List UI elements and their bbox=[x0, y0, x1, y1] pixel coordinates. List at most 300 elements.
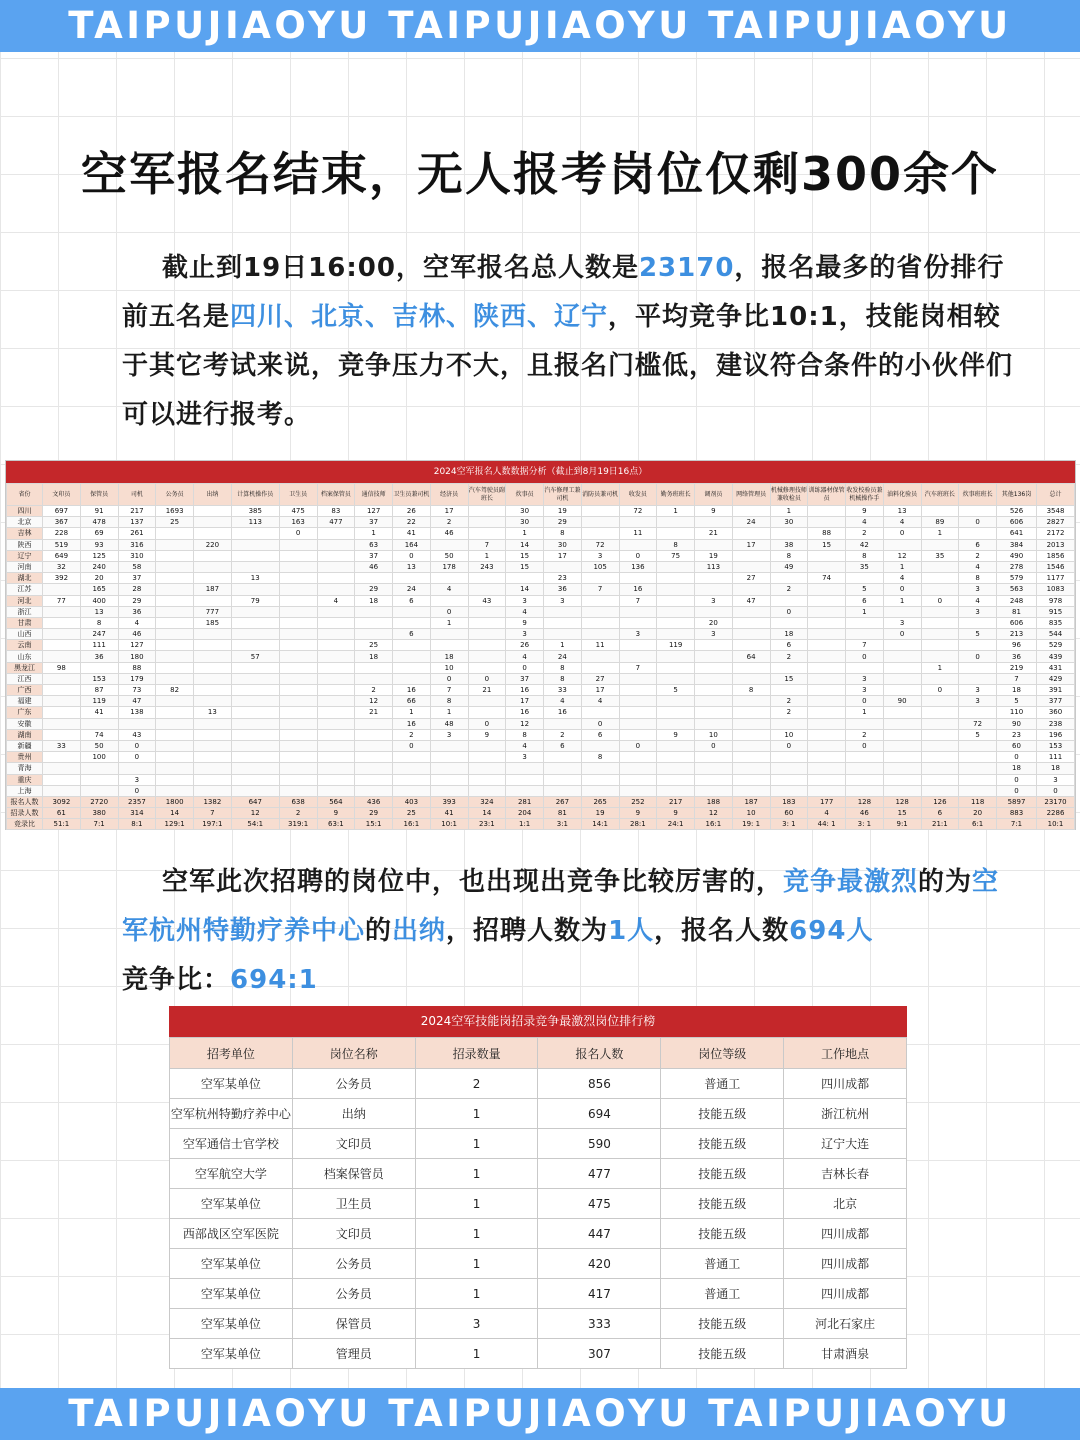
province-cell: 重庆 bbox=[7, 774, 43, 785]
province-cell: 安徽 bbox=[7, 718, 43, 729]
comp-position: 出纳 bbox=[392, 916, 447, 946]
column-header: 经济员 bbox=[430, 484, 468, 506]
table-cell: 138 bbox=[118, 707, 156, 718]
table-cell bbox=[657, 740, 695, 751]
table-cell: 63 bbox=[355, 539, 393, 550]
table-row bbox=[7, 752, 1075, 763]
table-cell bbox=[194, 774, 232, 785]
table-cell: 1 bbox=[468, 550, 506, 561]
table-cell: 243 bbox=[468, 561, 506, 572]
summary-cell: 6:1 bbox=[959, 818, 997, 829]
table-cell: 4 bbox=[959, 561, 997, 572]
table-cell: 辽宁大连 bbox=[784, 1129, 907, 1159]
table-cell: 30 bbox=[770, 517, 808, 528]
summary-cell: 314 bbox=[118, 807, 156, 818]
table-cell: 8 bbox=[657, 539, 695, 550]
table-row bbox=[7, 662, 1075, 673]
table-cell: 439 bbox=[1037, 651, 1075, 662]
table-cell: 3 bbox=[846, 685, 884, 696]
table-cell: 6 bbox=[393, 595, 431, 606]
table-cell bbox=[355, 673, 393, 684]
table-cell bbox=[883, 785, 921, 796]
table-cell bbox=[279, 729, 317, 740]
table-cell: 17 bbox=[506, 696, 544, 707]
summary-cell: 436 bbox=[355, 796, 393, 807]
column-header: 油料化验员 bbox=[883, 484, 921, 506]
table-cell: 0 bbox=[468, 718, 506, 729]
column-header: 收发校验员兼机械操作手 bbox=[846, 484, 884, 506]
table-cell: 153 bbox=[1037, 740, 1075, 751]
table-row bbox=[7, 673, 1075, 684]
table-cell bbox=[921, 573, 959, 584]
table-cell bbox=[317, 685, 355, 696]
table-cell bbox=[657, 629, 695, 640]
table-cell bbox=[732, 606, 770, 617]
summary-cell: 2286 bbox=[1037, 807, 1075, 818]
table-cell: 0 bbox=[619, 550, 657, 561]
table-cell bbox=[732, 584, 770, 595]
table-cell bbox=[156, 718, 194, 729]
column-header: 汽车驾驶员副班长 bbox=[468, 484, 506, 506]
table-cell bbox=[581, 740, 619, 751]
table-cell: 113 bbox=[695, 561, 733, 572]
table-cell bbox=[279, 696, 317, 707]
table-cell bbox=[317, 673, 355, 684]
table-cell: 185 bbox=[194, 617, 232, 628]
table-cell: 30 bbox=[544, 539, 582, 550]
table-cell: 0 bbox=[1037, 785, 1075, 796]
table-cell bbox=[921, 763, 959, 774]
table-cell: 42 bbox=[846, 539, 884, 550]
table-cell: 空军某单位 bbox=[170, 1279, 293, 1309]
table-cell bbox=[231, 785, 279, 796]
table-cell bbox=[43, 651, 81, 662]
table-cell: 30 bbox=[506, 517, 544, 528]
table-cell bbox=[279, 707, 317, 718]
table-cell: 0 bbox=[997, 752, 1037, 763]
province-stats-table bbox=[5, 460, 1076, 830]
table-cell: 1 bbox=[506, 528, 544, 539]
province-cell: 上海 bbox=[7, 785, 43, 796]
table-cell bbox=[581, 528, 619, 539]
table-cell: 2 bbox=[770, 651, 808, 662]
table-cell bbox=[846, 774, 884, 785]
table-cell: 16 bbox=[393, 685, 431, 696]
table-row bbox=[7, 595, 1075, 606]
table-cell: 24 bbox=[732, 517, 770, 528]
table-cell bbox=[695, 685, 733, 696]
table-cell bbox=[194, 651, 232, 662]
table-cell: 8 bbox=[732, 685, 770, 696]
table-cell: 526 bbox=[997, 506, 1037, 517]
table-cell: 3 bbox=[695, 629, 733, 640]
province-cell: 河北 bbox=[7, 595, 43, 606]
table-cell bbox=[695, 640, 733, 651]
column-header: 招录数量 bbox=[415, 1038, 538, 1069]
table-cell: 163 bbox=[279, 517, 317, 528]
summary-cell: 1382 bbox=[194, 796, 232, 807]
summary-cell: 252 bbox=[619, 796, 657, 807]
table-cell: 技能五级 bbox=[661, 1159, 784, 1189]
summary-cell: 380 bbox=[80, 807, 118, 818]
summary-cell: 126 bbox=[921, 796, 959, 807]
table-cell bbox=[43, 785, 81, 796]
table-cell: 四川成都 bbox=[784, 1279, 907, 1309]
table-cell bbox=[279, 561, 317, 572]
table-row bbox=[170, 1129, 907, 1159]
table-cell bbox=[43, 606, 81, 617]
table-cell bbox=[695, 539, 733, 550]
table-cell: 2 bbox=[846, 729, 884, 740]
summary-cell: 24:1 bbox=[657, 818, 695, 829]
table-cell: 8 bbox=[544, 662, 582, 673]
table-cell: 333 bbox=[538, 1309, 661, 1339]
table-cell: 477 bbox=[538, 1159, 661, 1189]
table-cell: 72 bbox=[959, 718, 997, 729]
table-cell bbox=[279, 606, 317, 617]
table-cell: 浙江杭州 bbox=[784, 1099, 907, 1129]
table-cell: 8 bbox=[430, 696, 468, 707]
table-cell bbox=[231, 718, 279, 729]
table-cell bbox=[695, 752, 733, 763]
table-cell bbox=[156, 729, 194, 740]
table-cell: 3 bbox=[415, 1309, 538, 1339]
summary-cell: 41 bbox=[430, 807, 468, 818]
table-cell bbox=[808, 718, 846, 729]
table-cell: 50 bbox=[430, 550, 468, 561]
table-cell: 24 bbox=[544, 651, 582, 662]
summary-cell: 28:1 bbox=[619, 818, 657, 829]
table-cell bbox=[959, 774, 997, 785]
table-cell bbox=[619, 774, 657, 785]
table-cell bbox=[808, 685, 846, 696]
table-cell bbox=[279, 685, 317, 696]
table-cell: 吉林长春 bbox=[784, 1159, 907, 1189]
table-cell: 178 bbox=[430, 561, 468, 572]
summary-cell: 187 bbox=[732, 796, 770, 807]
table-cell bbox=[657, 707, 695, 718]
table-row bbox=[7, 729, 1075, 740]
table-cell bbox=[194, 673, 232, 684]
table-cell: 2 bbox=[430, 517, 468, 528]
comp-text-6: 竞争比： bbox=[122, 965, 231, 995]
table-cell bbox=[544, 606, 582, 617]
table-cell: 544 bbox=[1037, 629, 1075, 640]
table-cell bbox=[393, 752, 431, 763]
table-cell bbox=[194, 685, 232, 696]
table-cell: 30 bbox=[506, 506, 544, 517]
column-header: 勤务班班长 bbox=[657, 484, 695, 506]
summary-cell: 60 bbox=[770, 807, 808, 818]
table-cell bbox=[156, 696, 194, 707]
column-header: 其他136岗 bbox=[997, 484, 1037, 506]
table-cell bbox=[808, 785, 846, 796]
table-cell bbox=[194, 752, 232, 763]
table-cell: 公务员 bbox=[292, 1279, 415, 1309]
table-cell bbox=[317, 752, 355, 763]
table-row bbox=[7, 785, 1075, 796]
table-cell: 13 bbox=[80, 606, 118, 617]
table-cell: 8 bbox=[581, 752, 619, 763]
table-cell bbox=[959, 752, 997, 763]
table-cell: 21 bbox=[695, 528, 733, 539]
comp-applicants: 694人 bbox=[789, 916, 874, 946]
table-cell: 四川成都 bbox=[784, 1069, 907, 1099]
table-row bbox=[7, 707, 1075, 718]
summary-cell: 3: 1 bbox=[770, 818, 808, 829]
table-cell bbox=[657, 718, 695, 729]
table-cell bbox=[43, 729, 81, 740]
summary-cell: 81 bbox=[544, 807, 582, 818]
table-cell: 4 bbox=[846, 517, 884, 528]
table-cell: 出纳 bbox=[292, 1099, 415, 1129]
comp-ratio: 694:1 bbox=[230, 965, 318, 995]
table-cell: 5 bbox=[997, 696, 1037, 707]
table-cell: 18 bbox=[355, 595, 393, 606]
province-cell: 北京 bbox=[7, 517, 43, 528]
comp-text-4: ，招聘人数为 bbox=[446, 916, 609, 946]
summary-cell: 竞录比 bbox=[7, 818, 43, 829]
table-cell bbox=[619, 651, 657, 662]
table-cell bbox=[619, 640, 657, 651]
table-cell bbox=[279, 651, 317, 662]
table-cell bbox=[118, 718, 156, 729]
table-cell bbox=[43, 673, 81, 684]
table-cell bbox=[921, 673, 959, 684]
table-cell: 36 bbox=[544, 584, 582, 595]
competition-paragraph bbox=[122, 858, 1022, 1005]
table-cell: 0 bbox=[921, 595, 959, 606]
table-cell: 1 bbox=[430, 707, 468, 718]
province-cell: 福建 bbox=[7, 696, 43, 707]
table-cell bbox=[581, 629, 619, 640]
table-cell bbox=[883, 651, 921, 662]
table-cell bbox=[959, 707, 997, 718]
summary-cell: 10 bbox=[732, 807, 770, 818]
table-cell bbox=[846, 617, 884, 628]
table-cell: 2 bbox=[355, 685, 393, 696]
province-cell: 辽宁 bbox=[7, 550, 43, 561]
table-cell bbox=[732, 640, 770, 651]
table-cell: 7 bbox=[581, 584, 619, 595]
table-cell bbox=[732, 528, 770, 539]
table-row bbox=[7, 763, 1075, 774]
comp-text-5: ，报名人数 bbox=[654, 916, 790, 946]
table-cell bbox=[695, 651, 733, 662]
table-cell: 8 bbox=[770, 550, 808, 561]
table-cell: 29 bbox=[544, 517, 582, 528]
table-cell bbox=[231, 539, 279, 550]
table-cell bbox=[80, 718, 118, 729]
comp-text-3: 的 bbox=[365, 916, 393, 946]
table-cell bbox=[544, 629, 582, 640]
table-cell: 普通工 bbox=[661, 1069, 784, 1099]
summary-cell: 3092 bbox=[43, 796, 81, 807]
table-cell bbox=[619, 763, 657, 774]
table-cell: 3 bbox=[506, 629, 544, 640]
table-cell bbox=[808, 584, 846, 595]
table-cell bbox=[921, 740, 959, 751]
table-cell: 公务员 bbox=[292, 1069, 415, 1099]
table-cell: 1 bbox=[415, 1189, 538, 1219]
table-cell: 9 bbox=[846, 506, 884, 517]
table-cell bbox=[808, 506, 846, 517]
table-cell bbox=[695, 662, 733, 673]
table-cell bbox=[43, 629, 81, 640]
table-cell bbox=[231, 550, 279, 561]
summary-cell: 10:1 bbox=[430, 818, 468, 829]
table-cell: 5 bbox=[959, 629, 997, 640]
table-cell: 7 bbox=[846, 640, 884, 651]
table-cell bbox=[393, 785, 431, 796]
table-cell: 32 bbox=[43, 561, 81, 572]
table-cell bbox=[430, 774, 468, 785]
table-cell bbox=[194, 718, 232, 729]
table-cell bbox=[317, 651, 355, 662]
table-cell bbox=[732, 707, 770, 718]
province-cell: 江苏 bbox=[7, 584, 43, 595]
table-cell: 4 bbox=[883, 573, 921, 584]
table-cell bbox=[194, 573, 232, 584]
column-header: 公务员 bbox=[156, 484, 194, 506]
table-cell: 77 bbox=[43, 595, 81, 606]
summary-cell: 3:1 bbox=[544, 818, 582, 829]
table-cell: 9 bbox=[468, 729, 506, 740]
table-cell: 261 bbox=[118, 528, 156, 539]
table-cell: 17 bbox=[581, 685, 619, 696]
table-cell bbox=[657, 673, 695, 684]
table-row bbox=[170, 1339, 907, 1369]
table-cell: 16 bbox=[506, 707, 544, 718]
table-cell: 606 bbox=[997, 617, 1037, 628]
table-cell: 4 bbox=[506, 651, 544, 662]
table-cell bbox=[808, 640, 846, 651]
comp-text-1: 空军此次招聘的岗位中，也出现出竞争比较厉害的， bbox=[162, 867, 784, 897]
summary-cell: 14 bbox=[468, 807, 506, 818]
table-cell: 25 bbox=[156, 517, 194, 528]
table-cell bbox=[194, 595, 232, 606]
table-cell bbox=[393, 673, 431, 684]
table-cell bbox=[619, 685, 657, 696]
table-cell: 0 bbox=[118, 785, 156, 796]
table-cell: 49 bbox=[770, 561, 808, 572]
table-cell bbox=[355, 729, 393, 740]
province-cell: 浙江 bbox=[7, 606, 43, 617]
table-cell: 47 bbox=[732, 595, 770, 606]
summary-cell: 61 bbox=[43, 807, 81, 818]
summary-cell: 15:1 bbox=[355, 818, 393, 829]
table-cell: 72 bbox=[619, 506, 657, 517]
table-cell bbox=[808, 740, 846, 751]
table-cell bbox=[883, 740, 921, 751]
summary-cell: 2357 bbox=[118, 796, 156, 807]
table-cell bbox=[959, 528, 997, 539]
column-header: 出纳 bbox=[194, 484, 232, 506]
table-cell: 81 bbox=[997, 606, 1037, 617]
table-cell bbox=[468, 517, 506, 528]
table-cell: 248 bbox=[997, 595, 1037, 606]
summary-cell: 16:1 bbox=[695, 818, 733, 829]
table-cell: 13 bbox=[231, 573, 279, 584]
table-cell: 447 bbox=[538, 1219, 661, 1249]
table-cell bbox=[317, 696, 355, 707]
summary-cell: 51:1 bbox=[43, 818, 81, 829]
table-cell: 2 bbox=[846, 528, 884, 539]
table-cell: 649 bbox=[43, 550, 81, 561]
table-row bbox=[7, 617, 1075, 628]
table-cell bbox=[468, 651, 506, 662]
column-header: 消防员兼司机 bbox=[581, 484, 619, 506]
table-cell bbox=[393, 617, 431, 628]
table-cell: 87 bbox=[80, 685, 118, 696]
table-cell bbox=[921, 651, 959, 662]
table-cell bbox=[619, 617, 657, 628]
table-cell: 12 bbox=[355, 696, 393, 707]
table-cell bbox=[43, 617, 81, 628]
table-cell bbox=[156, 539, 194, 550]
table-cell bbox=[846, 752, 884, 763]
table-row bbox=[7, 528, 1075, 539]
table-cell bbox=[355, 763, 393, 774]
table-cell: 35 bbox=[921, 550, 959, 561]
table-cell: 48 bbox=[430, 718, 468, 729]
table-cell bbox=[231, 673, 279, 684]
table-cell: 1 bbox=[415, 1249, 538, 1279]
province-cell: 湖北 bbox=[7, 573, 43, 584]
province-cell: 湖南 bbox=[7, 729, 43, 740]
table-cell: 111 bbox=[1037, 752, 1075, 763]
table-cell bbox=[317, 774, 355, 785]
table-cell: 46 bbox=[118, 629, 156, 640]
table-cell bbox=[695, 718, 733, 729]
table-cell bbox=[846, 573, 884, 584]
table-cell: 7 bbox=[468, 539, 506, 550]
column-header: 司机 bbox=[118, 484, 156, 506]
table-cell bbox=[657, 595, 695, 606]
table-cell: 3 bbox=[959, 685, 997, 696]
table-cell: 10 bbox=[695, 729, 733, 740]
table-row bbox=[7, 606, 1075, 617]
province-cell: 青海 bbox=[7, 763, 43, 774]
table-cell bbox=[732, 718, 770, 729]
table-cell bbox=[43, 696, 81, 707]
province-stats-title: 2024空军报名人数数据分析（截止到8月19日16点） bbox=[6, 461, 1075, 483]
table-cell: 1 bbox=[393, 707, 431, 718]
table-cell bbox=[770, 573, 808, 584]
table-cell bbox=[959, 506, 997, 517]
table-cell bbox=[619, 729, 657, 740]
table-cell bbox=[355, 629, 393, 640]
table-cell: 3 bbox=[959, 606, 997, 617]
table-cell: 36 bbox=[80, 651, 118, 662]
summary-cell: 21:1 bbox=[921, 818, 959, 829]
table-cell: 96 bbox=[997, 640, 1037, 651]
table-cell bbox=[544, 752, 582, 763]
table-cell bbox=[581, 662, 619, 673]
table-row bbox=[7, 584, 1075, 595]
summary-cell: 23:1 bbox=[468, 818, 506, 829]
table-cell: 13 bbox=[393, 561, 431, 572]
table-cell: 697 bbox=[43, 506, 81, 517]
table-cell bbox=[80, 662, 118, 673]
table-cell: 6 bbox=[544, 740, 582, 751]
table-cell bbox=[544, 561, 582, 572]
table-cell bbox=[846, 629, 884, 640]
table-cell: 1 bbox=[883, 595, 921, 606]
table-cell bbox=[921, 696, 959, 707]
table-cell: 7 bbox=[430, 685, 468, 696]
table-cell: 392 bbox=[43, 573, 81, 584]
